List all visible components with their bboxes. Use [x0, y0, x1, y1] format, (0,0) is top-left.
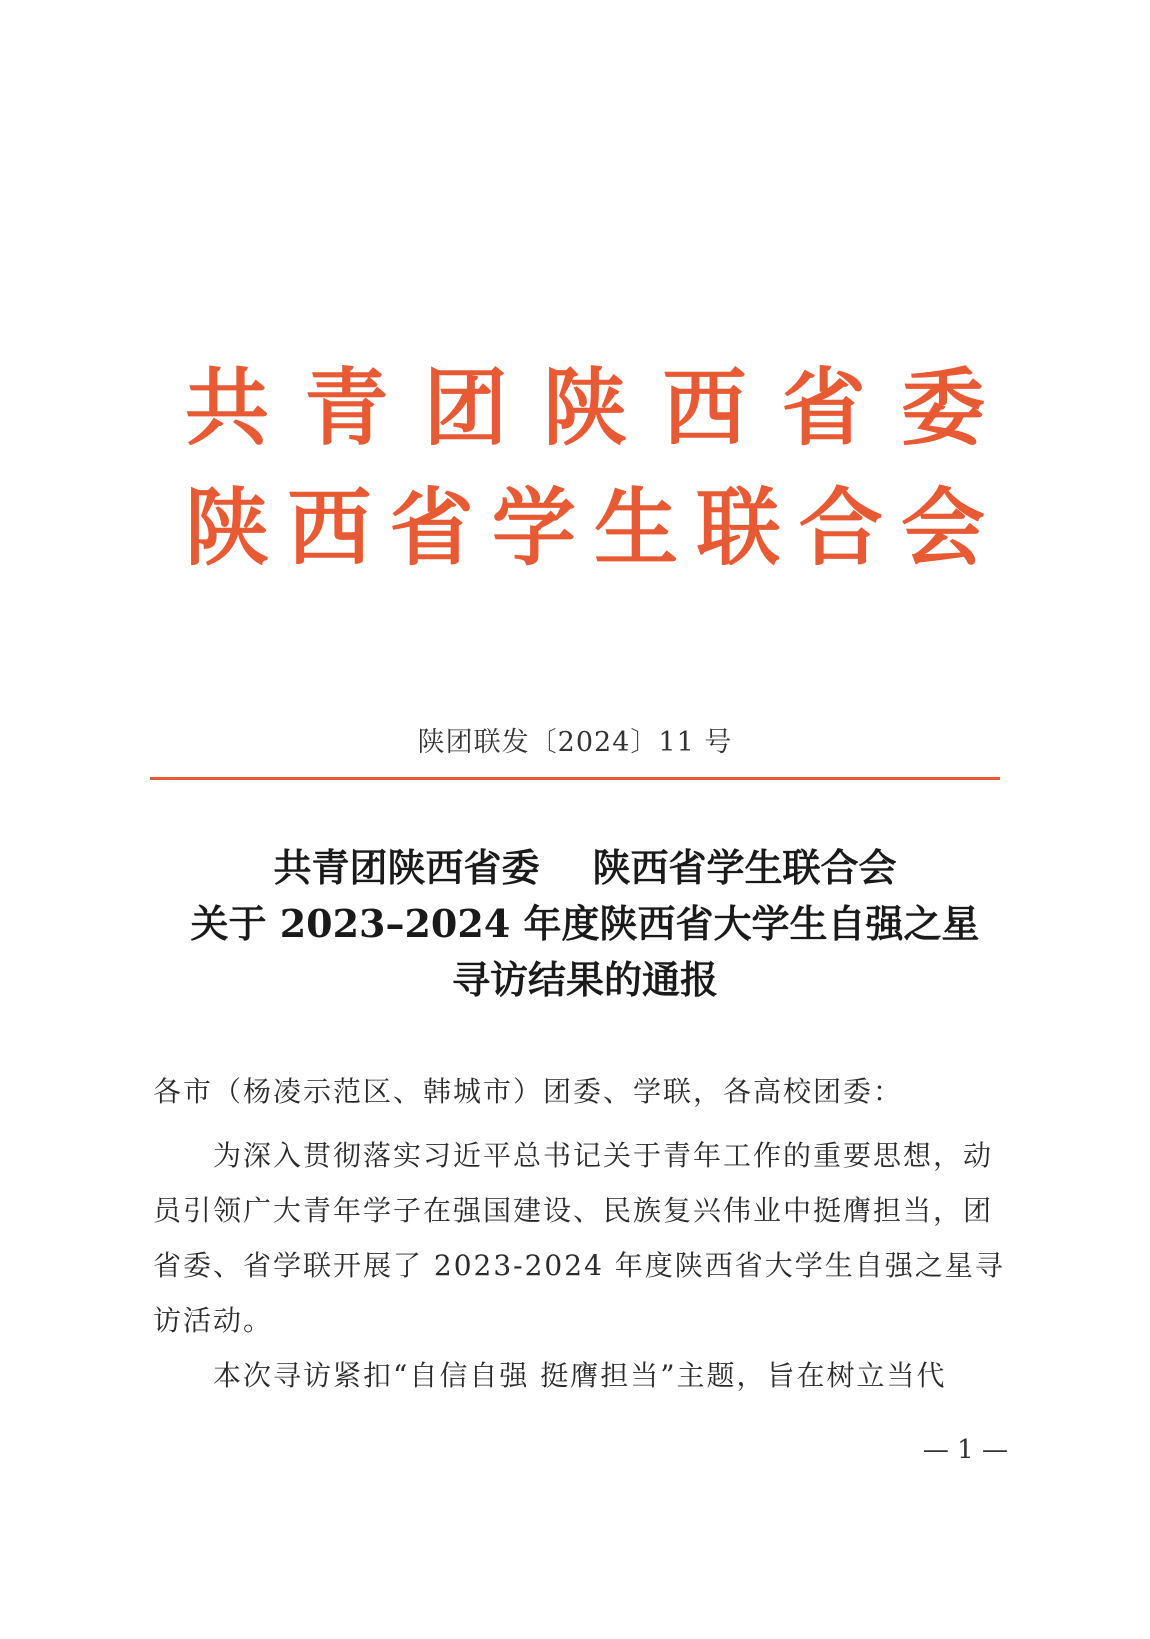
- masthead-char: 生: [594, 479, 679, 577]
- masthead-char: 联: [696, 479, 781, 577]
- masthead-char: 学: [491, 479, 576, 577]
- title-line-2: 关于 2023–2024 年度陕西省大学生自强之星: [190, 901, 980, 946]
- masthead-char: 会: [900, 479, 985, 577]
- salutation: 各市（杨凌示范区、韩城市）团委、学联，各高校团委：: [153, 1075, 904, 1108]
- page-number: — 1 —: [922, 1435, 1008, 1465]
- masthead-char: 团: [423, 359, 508, 457]
- masthead-char: 省: [389, 479, 474, 577]
- masthead-char: 合: [798, 479, 883, 577]
- masthead-line-1: [185, 358, 985, 458]
- masthead-char: 陕: [185, 479, 270, 577]
- masthead-line-2: [185, 478, 985, 578]
- masthead-char: 委: [900, 359, 985, 457]
- document-title: [100, 840, 1070, 1008]
- document-number: 陕团联发〔2024〕11 号: [417, 727, 733, 758]
- title-line-1: 共青团陕西省委 陕西省学生联合会: [273, 845, 897, 890]
- masthead-char: 省: [781, 359, 866, 457]
- masthead-char: 共: [185, 359, 270, 457]
- red-separator-rule: [150, 777, 1000, 780]
- masthead-char: 青: [304, 359, 389, 457]
- masthead-char: 陕: [542, 359, 627, 457]
- body-paragraph-1: 为深入贯彻落实习近平总书记关于青年工作的重要思想，动员引领广大青年学子在强国建设、民族复兴伟业中挺膺担当，团省委、省学联开展了 2023-2024 年度陕西省大学生自强之星寻访活动。: [153, 1139, 1005, 1337]
- body-paragraph-2: 本次寻访紧扣“自信自强 挺膺担当”主题，旨在树立当代: [213, 1359, 947, 1392]
- masthead-char: 西: [287, 479, 372, 577]
- title-line-3: 寻访结果的通报: [451, 957, 718, 1002]
- masthead-char: 西: [662, 359, 747, 457]
